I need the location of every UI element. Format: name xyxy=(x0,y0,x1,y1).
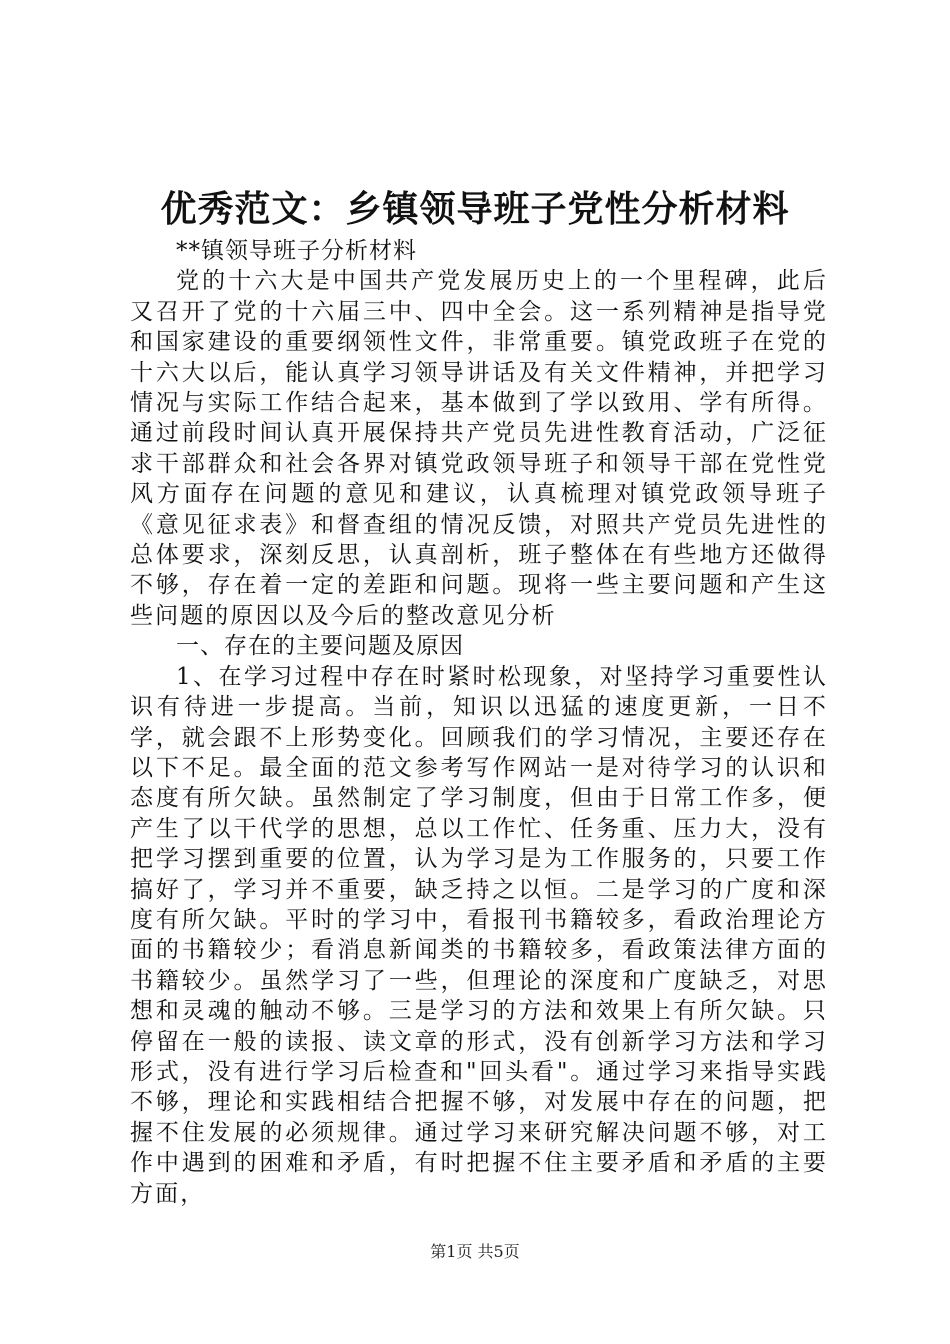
paragraph-intro: 党的十六大是中国共产党发展历史上的一个里程碑，此后又召开了党的十六届三中、四中全会。这一系列精神是指导党和国家建设的重要纲领性文件，非常重要。镇党政班子在党的十六大以后，能认真学习领导讲话及有关文件精神，并把学习情况与实际工作结合起来，基本做到了学以致用、学有所得。通过前段时间认真开展保持共产党员先进性教育活动，广泛征求干部群众和社会各界对镇党政领导班子和领导干部在党性党风方面存在问题的意见和建议，认真梳理对镇党政领导班子《意见征求表》和督查组的情况反馈，对照共产党员先进性的总体要求，深刻反思，认真剖析，班子整体在有些地方还做得不够，存在着一定的差距和问题。现将一些主要问题和产生这些问题的原因以及今后的整改意见分析 xyxy=(130,268,828,629)
paragraph-item-1: 1、在学习过程中存在时紧时松现象，对坚持学习重要性认识有待进一步提高。当前，知识以迅猛的速度更新，一日不学，就会跟不上形势变化。回顾我们的学习情况，主要还存在以下不足。最全面的范文参考写作网站一是对待学习的认识和态度有所欠缺。虽然制定了学习制度，但由于日常工作多，便产生了以干代学的思想，总以工作忙、任务重、压力大，没有把学习摆到重要的位置，认为学习是为工作服务的，只要工作搞好了，学习并不重要，缺乏持之以恒。二是学习的广度和深度有所欠缺。平时的学习中，看报刊书籍较多，看政治理论方面的书籍较少；看消息新闻类的书籍较多，看政策法律方面的书籍较少。虽然学习了一些，但理论的深度和广度缺乏，对思想和灵魂的触动不够。三是学习的方法和效果上有所欠缺。只停留在一般的读报、读文章的形式，没有创新学习方法和学习形式，没有进行学习后检查和"回头看"。通过学习来指导实践不够，理论和实践相结合把握不够，对发展中存在的问题，把握不住发展的必须规律。通过学习来研究解决问题不够，对工作中遇到的困难和矛盾，有时把握不住主要矛盾和矛盾的主要方面， xyxy=(130,663,828,1207)
document-subtitle: **镇领导班子分析材料 xyxy=(176,238,417,264)
section-heading-problems: 一、存在的主要问题及原因 xyxy=(176,633,464,660)
document-body xyxy=(130,236,828,1209)
page-indicator: 第1页 共5页 xyxy=(430,1242,520,1261)
document-title: 优秀范文：乡镇领导班子党性分析材料 xyxy=(160,188,790,230)
